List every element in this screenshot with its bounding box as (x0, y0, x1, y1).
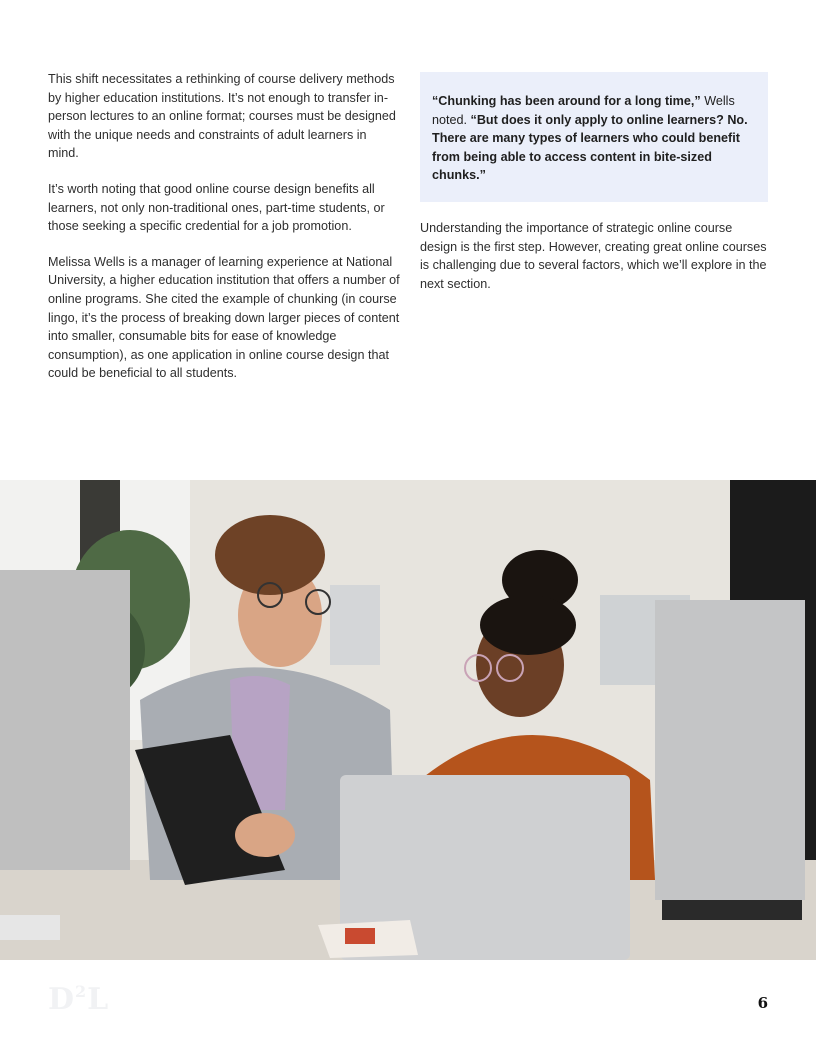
logo-letter-d: D (48, 982, 76, 1017)
paragraph-benefits-all: It’s worth noting that good online course design benefits all learners, not only non-traditional ones, part-time students, or those seeking a specific credential for a job promotion. (48, 181, 385, 234)
paragraph-course-delivery: This shift necessitates a rethinking of course delivery methods by higher education institutions. It’s not enough to transfer in-person lectures to an online format; courses must be designed with the unique needs and constraints of adult learners in mind. (48, 72, 396, 161)
photo-students-laptops (0, 480, 816, 960)
pull-quote (420, 72, 768, 202)
right-column (420, 72, 768, 293)
pull-quote-text (432, 92, 756, 185)
quote-attribution: Wells noted. (432, 94, 735, 127)
paragraph-next-section: Understanding the importance of strategic online course design is the first step. However, creating great online courses is challenging due to several factors, which we’ll explore in the next section. (420, 221, 767, 291)
paragraph-melissa-wells: Melissa Wells is a manager of learning experience at National University, a higher education institution that offers a number of online programs. She cited the example of chunking (in course lingo, it’s the process of breaking down larger pieces of content into smaller, consumable bits for ease of knowledge consumption), as one application in online course design that could be beneficial to all students. (48, 254, 400, 381)
quote-part-1: “Chunking has been around for a long time,” (432, 94, 701, 108)
d2l-logo (48, 982, 109, 1017)
logo-superscript: 2 (75, 982, 88, 1001)
left-column (48, 70, 400, 383)
logo-letter-l: L (87, 982, 110, 1017)
quote-part-2: “But does it only apply to online learners? No. There are many types of learners who could benefit from being able to access content in bite-sized chunks.” (432, 112, 748, 183)
page-number: 6 (757, 994, 768, 1012)
photo-illustration (0, 480, 816, 960)
